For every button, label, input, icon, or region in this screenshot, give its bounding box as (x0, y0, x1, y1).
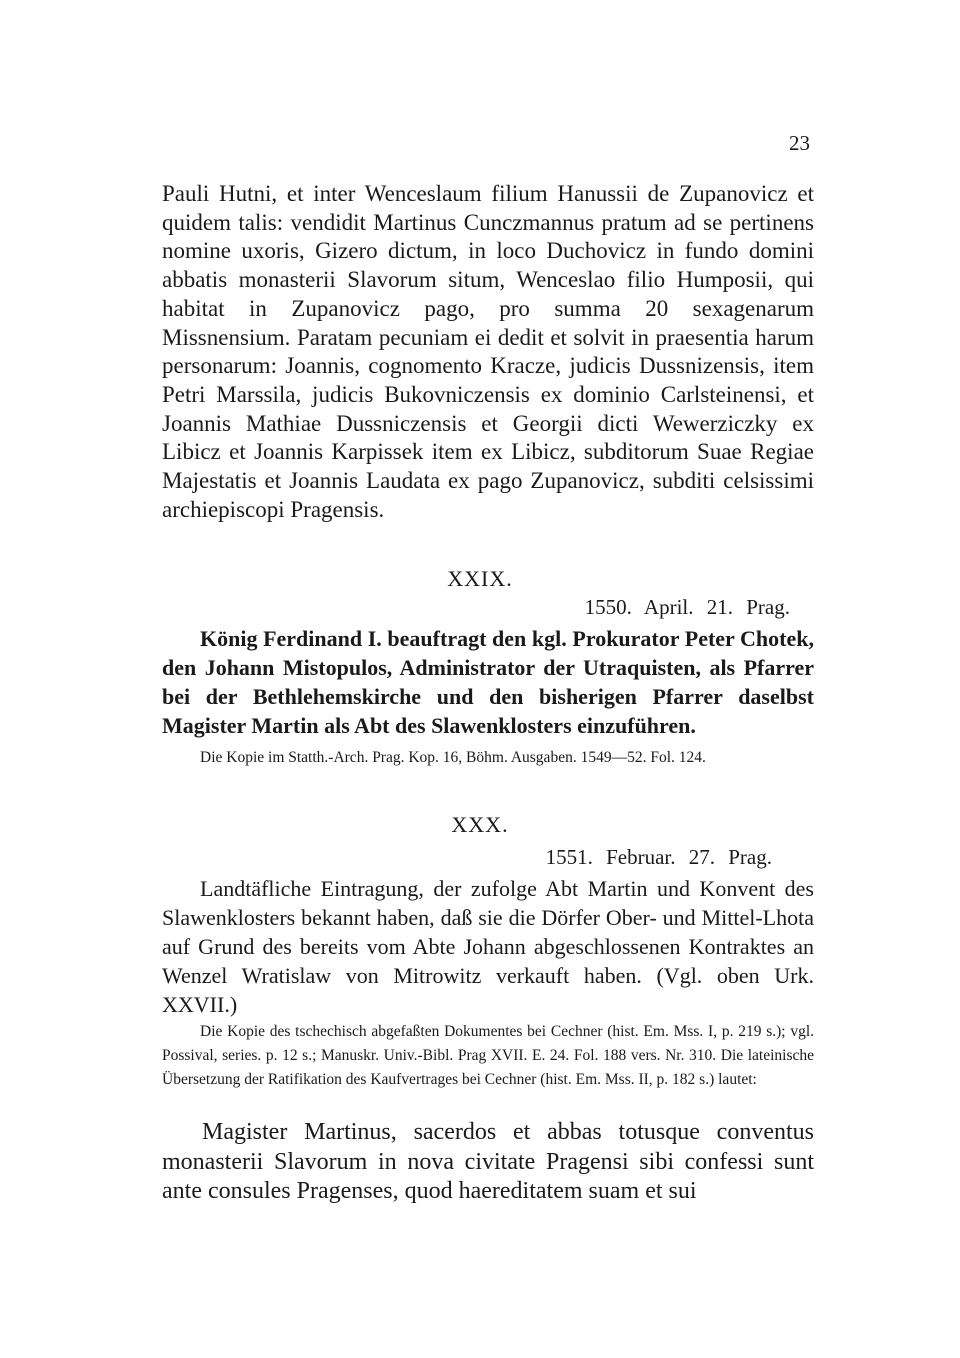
page-number: 23 (789, 131, 810, 155)
paragraph-continuation (162, 180, 814, 524)
document-number-xxix: XXIX. (447, 566, 513, 591)
document-xxix-note (162, 746, 814, 770)
document-xxx (162, 874, 814, 1019)
source-note: Die Kopie des tschechisch abgefaßten Dokumentes bei Cechner (hist. Em. Mss. I, p. 219 s.); vgl. Possival, series. p. 12 s.; Manuskr. Univ.-Bibl. Prag XVII. E. 24. Fol. 188 vers. Nr. 310. Die lateinische Übersetzung der Ratifikation des Kaufvertrages bei Cechner (hist. Em. Mss. II, p. 182 s.) lautet: (162, 1023, 814, 1088)
document-summary: Landtäfliche Eintragung, der zufolge Abt Martin und Konvent des Slawenklosters bekannt haben, daß sie die Dörfer Ober- und Mittel-Lhota auf Grund des bereits vom Abte Johann abgeschlossenen Kontraktes an Wenzel Wratislaw von Mitrowitz verkauft haben. (Vgl. oben Urk. XXVII.) (162, 876, 814, 1017)
document-xxix (162, 624, 814, 740)
document-number-xxx: XXX. (451, 812, 509, 837)
source-note: Die Kopie im Statth.-Arch. Prag. Kop. 16, Böhm. Ausgaben. 1549—52. Fol. 124. (200, 749, 706, 766)
document-date-xxx: 1551. Februar. 27. Prag. (545, 845, 772, 869)
document-summary: König Ferdinand I. beauftragt den kgl. Prokurator Peter Chotek, den Johann Mistopulos, Administrator der Utraquisten, als Pfarrer bei der Bethlehemskirche und den bisherigen Pfarrer daselbst Magister Martin als Abt des Slawenklosters einzuführen. (162, 626, 814, 738)
latin-text: Magister Martinus, sacerdos et abbas totusque conventus monasterii Slavorum in nova civitate Pragensi sibi confessi sunt ante consules Pragenses, quod haereditatem suam et sui (162, 1119, 814, 1204)
document-date-xxix: 1550. April. 21. Prag. (584, 595, 790, 619)
body-text: Pauli Hutni, et inter Wenceslaum filium Hanussii de Zupanovicz et quidem talis: vendidit Martinus Cunczmannus pratum ad se pertinens nomine uxoris, Gizero dictum, in loco Duchovicz in fundo domini abbatis monasterii Slavorum situm, Wenceslao filio Humposii, qui habitat in Zupanovicz pago, pro summa 20 sexagenarum Missnensium. Paratam pecuniam ei dedit et solvit in praesentia harum personarum: Joannis, cognomento Kracze, judicis Dussnizensis, item Petri Marssila, judicis Bukovniczensis ex dominio Carlsteinensi, et Joannis Mathiae Dussniczensis et Georgii dicti Wewerziczky ex Libicz et Joannis Karpissek item ex Libicz, subditorum Suae Regiae Majestatis et Joannis Laudata ex pago Zupanovicz, subditi celsissimi archiepiscopi Pragensis. (162, 181, 814, 522)
document-xxx-note (162, 1020, 814, 1092)
document-xxx-latin (162, 1118, 814, 1207)
